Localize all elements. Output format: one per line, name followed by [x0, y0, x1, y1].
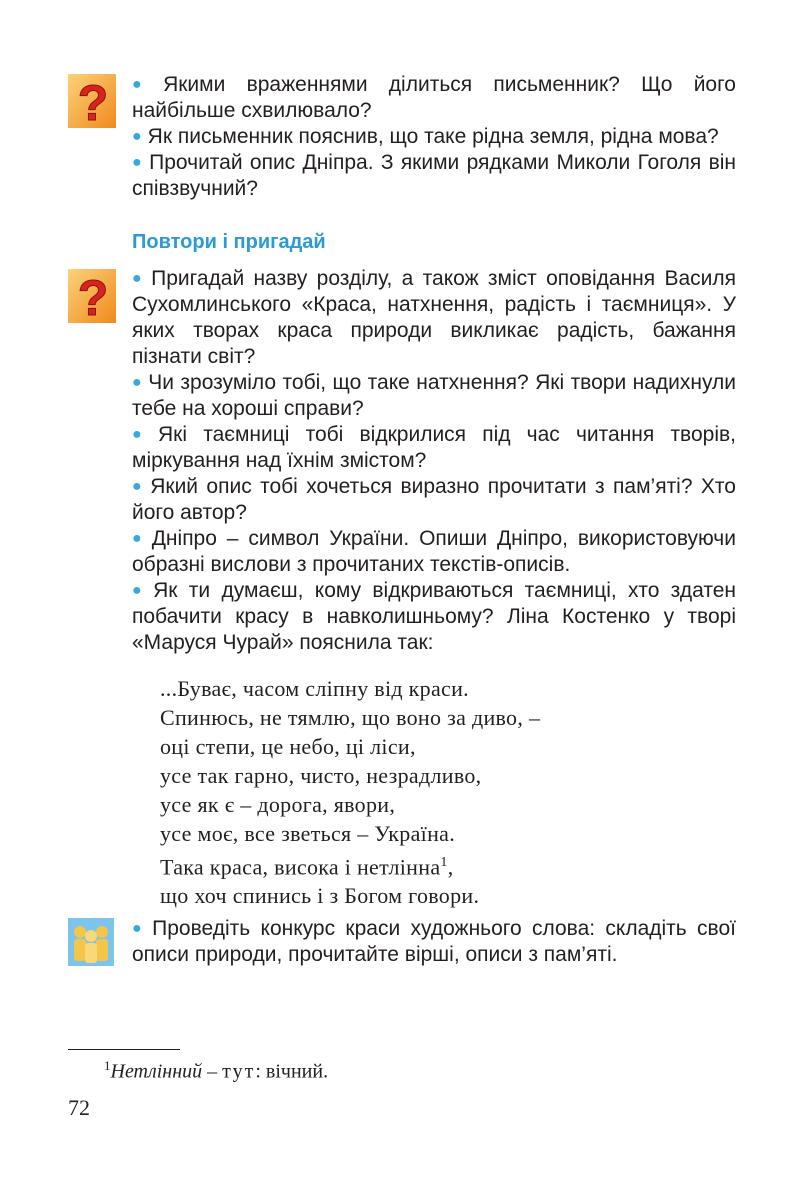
svg-text:?: ? [77, 270, 109, 323]
question-item: ● Якими враженнями ділиться письменник? Що його найбільше схвилювало? [132, 73, 736, 122]
question-item: ● Які таємниці тобі відкрилися під час читання творів, міркування над їхнім змістом? [132, 423, 736, 472]
bullet-icon: ● [132, 128, 142, 145]
question-item: ● Чи зрозуміло тобі, що таке натхнення? Які твори надихнули тебе на хороші справи? [132, 371, 736, 420]
bullet-icon: ● [132, 154, 144, 171]
footnote-mark: 1 [440, 855, 448, 870]
question-item: ● Прочитай опис Дніпра. З якими рядками Миколи Гоголя він співзвучний? [132, 151, 736, 200]
task-item: ● Проведіть конкурс краси художнього слова: складіть свої описи природи, прочитайте вірші, описи з пам’яті. [132, 917, 736, 966]
question-item: ● Дніпро – символ України. Опиши Дніпро, використовуючи образні вислови з прочитаних текстів-описів. [132, 527, 736, 576]
bullet-icon: ● [132, 270, 146, 287]
poem-line: Така краса, висока і нетлінна$^1$, [160, 854, 454, 880]
question-item: ● Як ти думаєш, кому відкриваються таємниці, хто здатен побачити красу в навколишньому? Ліна Костенко у творі «Маруся Чурай» пояснила так: [132, 579, 736, 654]
footnote: $^1$Нетлінний – тут: вічний. [104, 1058, 329, 1083]
question-item: ● Як письменник пояснив, що таке рідна земля, рідна мова? [132, 125, 719, 148]
svg-text:?: ? [77, 75, 109, 128]
question-mark-icon [68, 74, 116, 128]
poem-line: оці степи, це небо, ці ліси, [160, 734, 416, 759]
bullet-icon: ● [132, 478, 145, 495]
bullet-icon: ● [132, 76, 158, 93]
task-block [132, 916, 736, 968]
page-number: 72 [68, 1095, 90, 1120]
questions-block-1 [132, 72, 736, 202]
poem-line: усе так гарно, чисто, незрадливо, [160, 763, 482, 788]
poem-line: Спинюсь, не тямлю, що воно за диво, – [160, 705, 541, 730]
group-activity-icon [68, 918, 114, 966]
section-heading: Повтори і пригадай [132, 231, 326, 253]
footnote-divider [68, 1049, 180, 1050]
bullet-icon: ● [132, 582, 148, 599]
bullet-icon: ● [132, 920, 147, 937]
question-mark-icon [68, 269, 116, 323]
question-item: ● Який опис тобі хочеться виразно прочитати з пам’яті? Хто його автор? [132, 475, 736, 524]
poem-quote [160, 674, 540, 910]
question-item: ● Пригадай назву розділу, а також зміст оповідання Василя Сухомлинського «Краса, натхнення, радість і таємниця». У яких творах краса природи викликає радість, бажання пізнати світ? [132, 267, 736, 368]
poem-line: усе моє, все зветься – Україна. [160, 821, 456, 846]
questions-block-2 [132, 266, 736, 656]
bullet-icon: ● [132, 530, 146, 547]
bullet-icon: ● [132, 374, 143, 391]
poem-line: ...Буває, часом сліпну від краси. [160, 676, 469, 701]
poem-line: що хоч спинись і з Богом говори. [160, 883, 480, 909]
bullet-icon: ● [132, 426, 152, 443]
poem-line: усе як є – дорога, явори, [160, 792, 396, 817]
